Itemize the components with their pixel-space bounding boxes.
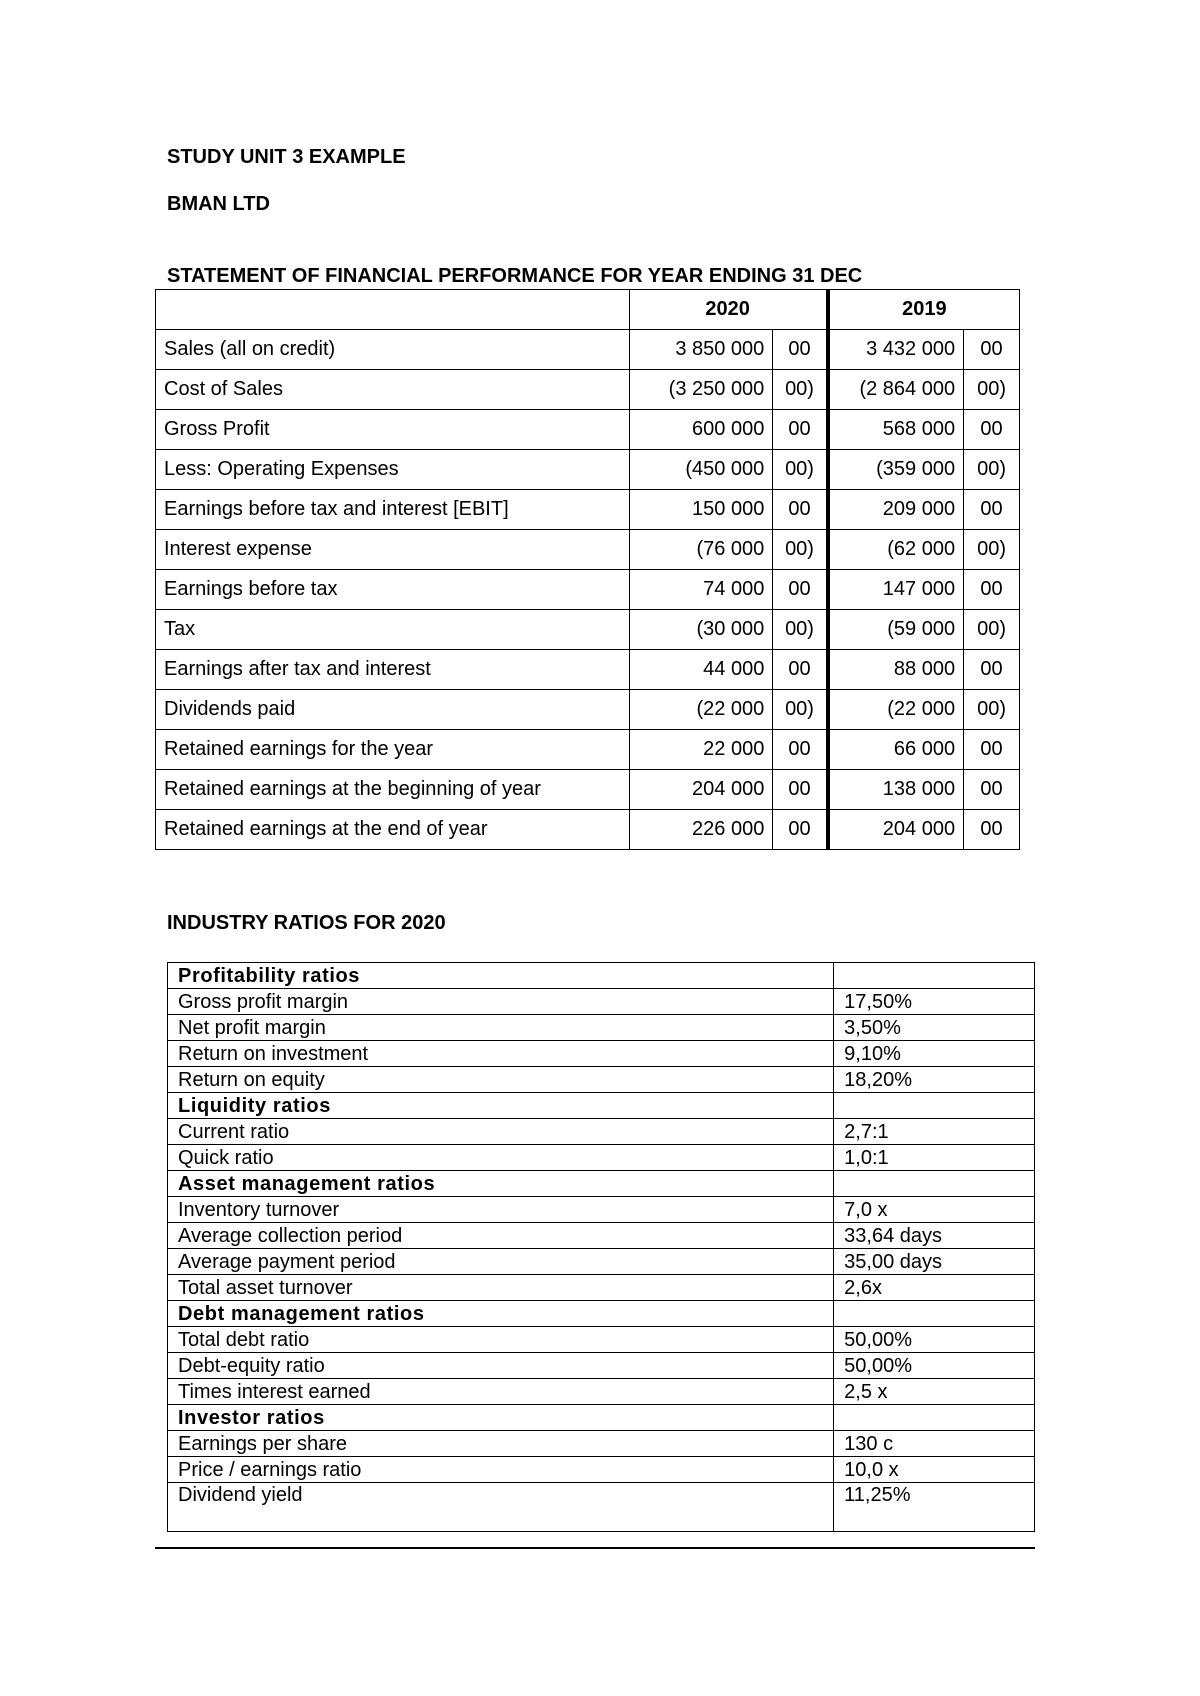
cents-2020: 00	[773, 650, 828, 690]
ratio-value: 2,7:1	[834, 1119, 1035, 1145]
cents-2019: 00)	[964, 610, 1020, 650]
ratio-row	[168, 1145, 1035, 1171]
cents-2019: 00	[964, 490, 1020, 530]
cents-2020: 00	[773, 770, 828, 810]
cents-2019: 00	[964, 570, 1020, 610]
line-item-label: Retained earnings for the year	[156, 730, 630, 770]
document-title: STUDY UNIT 3 EXAMPLE	[167, 146, 406, 168]
cents-2019: 00)	[964, 530, 1020, 570]
line-item-label: Earnings before tax and interest [EBIT]	[156, 490, 630, 530]
statement-row	[156, 490, 1020, 530]
amount-2020: 204 000	[629, 770, 773, 810]
line-item-label: Retained earnings at the end of year	[156, 810, 630, 850]
ratio-category-row	[168, 1301, 1035, 1327]
cents-2020: 00	[773, 810, 828, 850]
ratio-row	[168, 989, 1035, 1015]
cents-2019: 00)	[964, 450, 1020, 490]
cents-2019: 00)	[964, 370, 1020, 410]
amount-2020: (76 000	[629, 530, 773, 570]
ratio-row	[168, 1353, 1035, 1379]
amount-2020: 600 000	[629, 410, 773, 450]
amount-2019: 138 000	[828, 770, 964, 810]
ratio-category-label: Asset management ratios	[168, 1171, 834, 1197]
line-item-label: Earnings after tax and interest	[156, 650, 630, 690]
cents-2019: 00	[964, 810, 1020, 850]
ratio-row	[168, 1197, 1035, 1223]
ratio-value: 11,25%	[834, 1483, 1035, 1532]
ratio-label: Times interest earned	[168, 1379, 834, 1405]
ratio-value: 35,00 days	[834, 1249, 1035, 1275]
year-2019-header: 2019	[828, 290, 1020, 330]
amount-2020: 22 000	[629, 730, 773, 770]
cents-2019: 00)	[964, 690, 1020, 730]
header-blank-cell	[156, 290, 630, 330]
statement-row	[156, 410, 1020, 450]
ratio-value	[834, 1301, 1035, 1327]
cents-2020: 00	[773, 490, 828, 530]
amount-2019: 147 000	[828, 570, 964, 610]
amount-2019: 3 432 000	[828, 330, 964, 370]
ratio-label: Inventory turnover	[168, 1197, 834, 1223]
cents-2019: 00	[964, 330, 1020, 370]
cents-2020: 00)	[773, 370, 828, 410]
ratio-value: 7,0 x	[834, 1197, 1035, 1223]
year-header-row	[156, 290, 1020, 330]
statement-row	[156, 570, 1020, 610]
line-item-label: Dividends paid	[156, 690, 630, 730]
amount-2019: 209 000	[828, 490, 964, 530]
ratio-value	[834, 1405, 1035, 1431]
statement-row	[156, 770, 1020, 810]
ratio-value	[834, 1171, 1035, 1197]
amount-2020: 3 850 000	[629, 330, 773, 370]
ratio-value: 2,6x	[834, 1275, 1035, 1301]
ratio-row	[168, 1431, 1035, 1457]
amount-2020: 150 000	[629, 490, 773, 530]
line-item-label: Sales (all on credit)	[156, 330, 630, 370]
ratio-row	[168, 1067, 1035, 1093]
ratio-row	[168, 1223, 1035, 1249]
ratio-category-row	[168, 1171, 1035, 1197]
ratio-label: Total debt ratio	[168, 1327, 834, 1353]
amount-2019: 88 000	[828, 650, 964, 690]
amount-2020: (3 250 000	[629, 370, 773, 410]
ratio-category-label: Profitability ratios	[168, 963, 834, 989]
financial-performance-table	[155, 289, 1020, 850]
statement-row	[156, 450, 1020, 490]
ratio-value: 1,0:1	[834, 1145, 1035, 1171]
cents-2019: 00	[964, 650, 1020, 690]
statement-row	[156, 730, 1020, 770]
amount-2019: (359 000	[828, 450, 964, 490]
ratio-category-label: Debt management ratios	[168, 1301, 834, 1327]
line-item-label: Earnings before tax	[156, 570, 630, 610]
amount-2020: 74 000	[629, 570, 773, 610]
ratio-label: Quick ratio	[168, 1145, 834, 1171]
amount-2020: (450 000	[629, 450, 773, 490]
ratio-row	[168, 1327, 1035, 1353]
ratio-value	[834, 963, 1035, 989]
ratio-label: Gross profit margin	[168, 989, 834, 1015]
amount-2019: (2 864 000	[828, 370, 964, 410]
cents-2019: 00	[964, 730, 1020, 770]
cents-2019: 00	[964, 410, 1020, 450]
line-item-label: Tax	[156, 610, 630, 650]
ratio-label: Return on investment	[168, 1041, 834, 1067]
ratio-category-row	[168, 963, 1035, 989]
ratio-value: 50,00%	[834, 1327, 1035, 1353]
ratio-value: 17,50%	[834, 989, 1035, 1015]
line-item-label: Interest expense	[156, 530, 630, 570]
amount-2019: (22 000	[828, 690, 964, 730]
ratio-category-row	[168, 1093, 1035, 1119]
industry-ratios-title: INDUSTRY RATIOS FOR 2020	[167, 912, 446, 934]
line-item-label: Retained earnings at the beginning of year	[156, 770, 630, 810]
cents-2020: 00)	[773, 610, 828, 650]
amount-2019: 66 000	[828, 730, 964, 770]
statement-row	[156, 810, 1020, 850]
statement-title: STATEMENT OF FINANCIAL PERFORMANCE FOR YEAR ENDING 31 DEC	[167, 265, 863, 287]
cents-2020: 00	[773, 330, 828, 370]
amount-2020: 226 000	[629, 810, 773, 850]
amount-2020: (30 000	[629, 610, 773, 650]
ratio-label: Average collection period	[168, 1223, 834, 1249]
ratio-value: 33,64 days	[834, 1223, 1035, 1249]
statement-row	[156, 690, 1020, 730]
ratio-category-label: Investor ratios	[168, 1405, 834, 1431]
company-name: BMAN LTD	[167, 193, 270, 215]
cents-2020: 00)	[773, 690, 828, 730]
amount-2019: 204 000	[828, 810, 964, 850]
ratio-row	[168, 1015, 1035, 1041]
ratio-value: 10,0 x	[834, 1457, 1035, 1483]
ratio-value: 50,00%	[834, 1353, 1035, 1379]
statement-row	[156, 610, 1020, 650]
ratio-row	[168, 1483, 1035, 1532]
ratio-label: Price / earnings ratio	[168, 1457, 834, 1483]
ratio-row	[168, 1379, 1035, 1405]
ratio-label: Earnings per share	[168, 1431, 834, 1457]
amount-2020: (22 000	[629, 690, 773, 730]
cents-2020: 00	[773, 570, 828, 610]
ratio-row	[168, 1457, 1035, 1483]
table-bottom-rule	[155, 1547, 1035, 1549]
ratio-row	[168, 1249, 1035, 1275]
amount-2019: (59 000	[828, 610, 964, 650]
amount-2020: 44 000	[629, 650, 773, 690]
ratio-label: Current ratio	[168, 1119, 834, 1145]
cents-2020: 00	[773, 410, 828, 450]
ratio-label: Net profit margin	[168, 1015, 834, 1041]
ratio-row	[168, 1275, 1035, 1301]
year-2020-header: 2020	[629, 290, 828, 330]
statement-row	[156, 530, 1020, 570]
ratio-label: Return on equity	[168, 1067, 834, 1093]
cents-2020: 00)	[773, 450, 828, 490]
ratio-value: 3,50%	[834, 1015, 1035, 1041]
ratio-category-label: Liquidity ratios	[168, 1093, 834, 1119]
amount-2019: (62 000	[828, 530, 964, 570]
ratio-value: 130 c	[834, 1431, 1035, 1457]
ratio-category-row	[168, 1405, 1035, 1431]
line-item-label: Less: Operating Expenses	[156, 450, 630, 490]
ratio-value: 2,5 x	[834, 1379, 1035, 1405]
ratio-value: 9,10%	[834, 1041, 1035, 1067]
ratio-label: Debt-equity ratio	[168, 1353, 834, 1379]
statement-row	[156, 650, 1020, 690]
amount-2019: 568 000	[828, 410, 964, 450]
ratio-label: Total asset turnover	[168, 1275, 834, 1301]
statement-row	[156, 330, 1020, 370]
cents-2020: 00)	[773, 530, 828, 570]
ratio-row	[168, 1119, 1035, 1145]
statement-row	[156, 370, 1020, 410]
line-item-label: Cost of Sales	[156, 370, 630, 410]
cents-2019: 00	[964, 770, 1020, 810]
line-item-label: Gross Profit	[156, 410, 630, 450]
ratio-label: Average payment period	[168, 1249, 834, 1275]
ratio-row	[168, 1041, 1035, 1067]
cents-2020: 00	[773, 730, 828, 770]
ratio-value: 18,20%	[834, 1067, 1035, 1093]
ratio-label: Dividend yield	[168, 1483, 834, 1532]
ratio-value	[834, 1093, 1035, 1119]
industry-ratios-table	[167, 962, 1035, 1532]
